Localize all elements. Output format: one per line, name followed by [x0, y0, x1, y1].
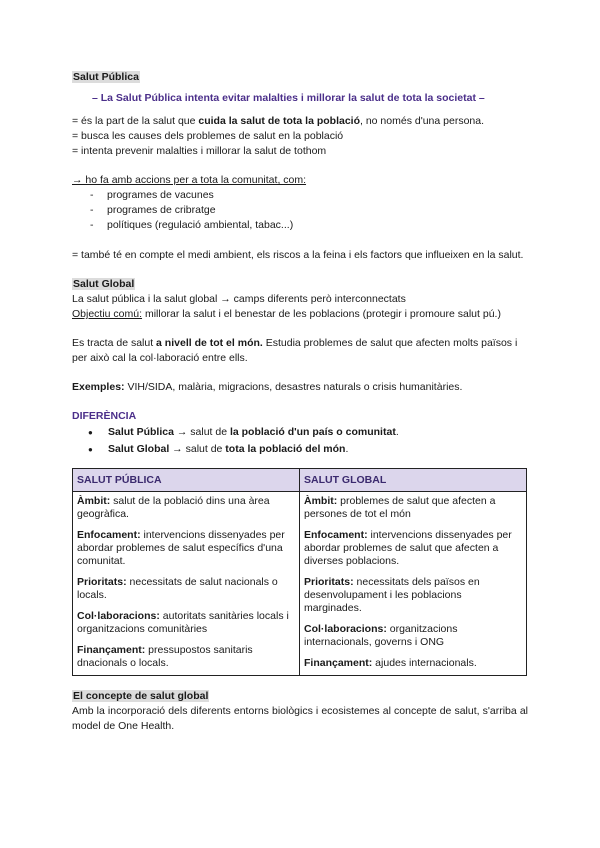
line-1-prefix: = és la part de la salut que — [72, 115, 199, 127]
table-entry — [77, 529, 295, 568]
entry-text: salut de la població dins una àrea geogràfica. — [77, 495, 270, 520]
action-text: polítiques (regulació ambiental, tabac...) — [107, 219, 294, 231]
entry-label: Prioritats: — [304, 576, 354, 588]
diff-bold: la població d'un país o comunitat — [229, 426, 396, 438]
line-1-bold: cuida la salut de tota la població — [198, 115, 360, 127]
salut-publica-line-2: = busca les causes dels problemes de salut en la població — [72, 130, 344, 142]
section-heading-salut-global: Salut Global — [73, 278, 135, 290]
entry-label: Finançament: — [77, 644, 146, 656]
section-heading-salut-publica: Salut Pública — [73, 71, 139, 83]
examples-line — [72, 380, 528, 395]
table-cell-publica — [73, 492, 300, 676]
list-item: - programes de cribratge — [90, 204, 216, 216]
comparison-table — [72, 468, 527, 676]
level-suffix: Estudia problemes de salut que afecten molts països i per això cal la col·laboració entre ells. — [72, 337, 518, 364]
level-prefix: Es tracta de salut — [72, 337, 157, 349]
salut-publica-line-1 — [72, 114, 528, 129]
table-cell-global — [300, 492, 527, 676]
entry-text: autoritats sanitàries locals i organitzacions comunitàries — [77, 610, 289, 635]
entry-text: problemes de salut que afecten a persones de tot el món — [304, 495, 496, 520]
table-header-global: SALUT GLOBAL — [300, 469, 527, 492]
table-entry — [304, 623, 522, 649]
table-header-publica: SALUT PÚBLICA — [73, 469, 300, 492]
list-item: ● Salut Global → salut de tota la població del món. — [88, 443, 349, 455]
diferencia-title: DIFERÈNCIA — [72, 410, 137, 422]
diff-term: Salut Pública — [108, 426, 174, 438]
table-entry — [304, 576, 522, 615]
entry-text: intervencions dissenyades per abordar problemes de salut específics d'una comunitat. — [77, 529, 285, 567]
entry-text: necessitats de salut nacionals o locals. — [77, 576, 278, 601]
action-text: programes de cribratge — [107, 204, 216, 216]
line-1-suffix: , no només d'una persona. — [360, 115, 485, 127]
list-item: - programes de vacunes — [90, 189, 214, 201]
entry-label: Àmbit: — [304, 495, 338, 507]
document-page — [72, 70, 528, 734]
objective-label: Objectiu comú: — [72, 308, 143, 320]
section-heading-concepte: El concepte de salut global — [73, 690, 209, 702]
diferencia-list — [72, 424, 528, 458]
table-entry — [304, 657, 522, 670]
level-paragraph — [72, 336, 528, 366]
level-bold: a nivell de tot el món. — [156, 337, 263, 349]
table-entry — [77, 644, 295, 670]
actions-list — [72, 188, 528, 233]
table-entry — [77, 576, 295, 602]
entry-label: Col·laboracions: — [304, 623, 387, 635]
salut-publica-subtitle: – La Salut Pública intenta evitar malalties i millorar la salut de tota la societat – — [92, 92, 485, 104]
entry-label: Col·laboracions: — [77, 610, 160, 622]
entry-text: organitzacions internacionals, governs i ONG — [304, 623, 458, 648]
action-text: programes de vacunes — [107, 189, 214, 201]
table-header-row — [73, 469, 527, 492]
entry-text: pressupostos sanitaris dnacionals o locals. — [77, 644, 253, 669]
entry-label: Àmbit: — [77, 495, 111, 507]
diff-arrow: → salut de — [173, 426, 230, 438]
entry-text: intervencions dissenyades per abordar problemes de salut que afecten a diverses poblacions. — [304, 529, 512, 567]
entry-label: Enfocament: — [77, 529, 141, 541]
concepte-text: Amb la incorporació dels diferents entorns biològics i ecosistemes al concepte de salut, s'arriba al model de One Health. — [72, 705, 528, 732]
table-entry — [77, 495, 295, 521]
list-item: ● Salut Pública → salut de la població d'un país o comunitat. — [88, 426, 399, 438]
table-entry — [304, 529, 522, 568]
entry-label: Prioritats: — [77, 576, 127, 588]
table-entry — [304, 495, 522, 521]
entry-text: ajudes internacionals. — [372, 657, 477, 669]
table-row — [73, 492, 527, 676]
diff-term: Salut Global — [108, 443, 170, 455]
salut-global-line-1: La salut pública i la salut global → camps diferents però interconnectats — [72, 293, 406, 305]
environment-note: = també té en compte el medi ambient, els riscos a la feina i els factors que influeixen en la salut. — [72, 249, 524, 261]
diff-end: . — [345, 443, 349, 455]
diff-end: . — [395, 426, 399, 438]
diff-bold: tota la població del món — [225, 443, 346, 455]
list-item: - polítiques (regulació ambiental, tabac...) — [90, 219, 294, 231]
examples-label: Exemples: — [72, 381, 125, 393]
salut-publica-line-3: = intenta prevenir malalties i millorar la salut de tothom — [72, 145, 327, 157]
examples-text: VIH/SIDA, malària, migracions, desastres naturals o crisis humanitàries. — [124, 381, 463, 393]
table-entry — [77, 610, 295, 636]
entry-label: Finançament: — [304, 657, 373, 669]
entry-label: Enfocament: — [304, 529, 368, 541]
objective-text: millorar la salut i el benestar de les poblacions (protegir i promoure salut pú.) — [142, 308, 501, 320]
actions-intro: → ho fa amb accions per a tota la comunitat, com: — [72, 174, 307, 186]
diff-arrow: → salut de — [169, 443, 226, 455]
entry-text: necessitats dels països en desenvolupament i les poblacions marginades. — [304, 576, 480, 614]
objective-line — [72, 307, 528, 322]
